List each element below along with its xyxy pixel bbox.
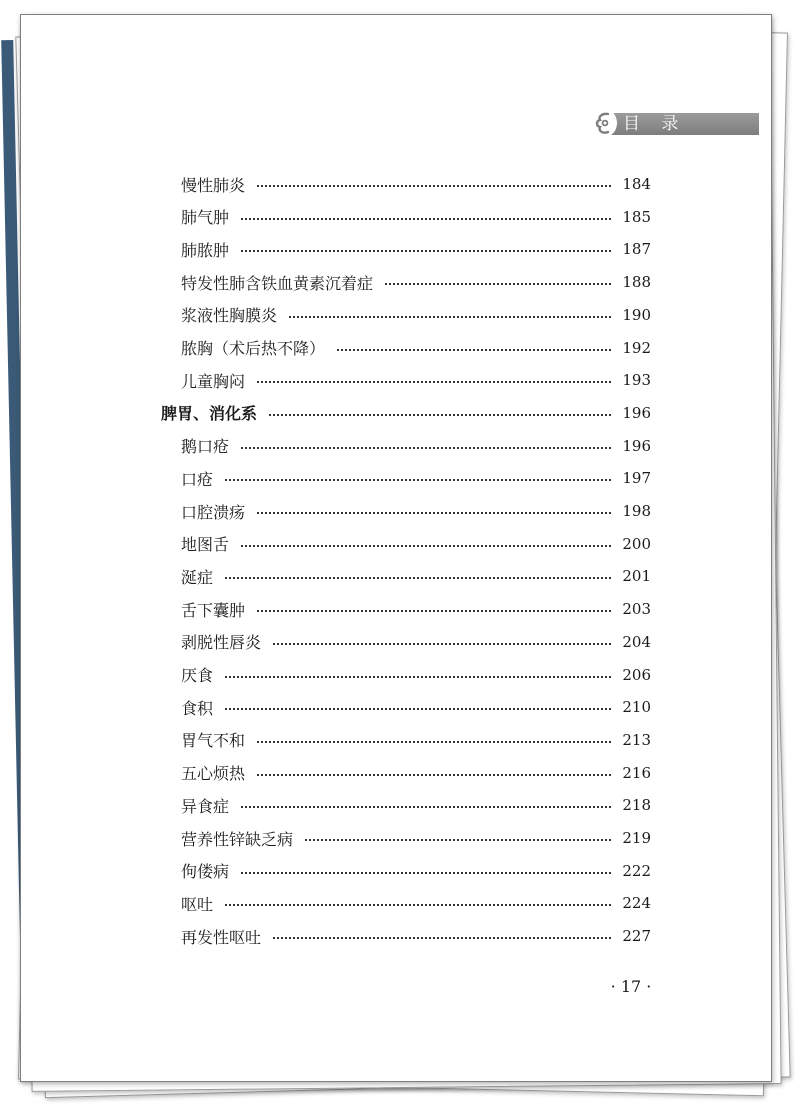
toc-entry[interactable] xyxy=(161,859,651,883)
toc-entry-title: 舌下囊肿 xyxy=(181,600,246,620)
toc-entry[interactable] xyxy=(161,663,651,687)
toc-entry[interactable] xyxy=(161,728,651,752)
toc-entry[interactable] xyxy=(161,761,651,785)
toc-entry-title: 涎症 xyxy=(181,567,214,587)
toc-entry[interactable] xyxy=(161,597,651,621)
toc-entry-title: 特发性肺含铁血黄素沉着症 xyxy=(181,273,374,293)
dot-leader xyxy=(225,708,611,710)
toc-entry-title: 五心烦热 xyxy=(181,764,246,784)
dot-leader xyxy=(257,610,611,612)
dot-leader xyxy=(225,676,611,678)
dot-leader xyxy=(241,250,611,252)
toc-entry[interactable] xyxy=(161,564,651,588)
toc-entry[interactable] xyxy=(161,434,651,458)
toc-entry-page: 224 xyxy=(622,894,651,913)
dot-leader xyxy=(241,218,611,220)
toc-entry-title: 鹅口疮 xyxy=(181,437,230,457)
toc-entry-title: 肺气肿 xyxy=(181,208,230,228)
toc-entry-page: 197 xyxy=(622,469,651,488)
toc-entry-page: 198 xyxy=(622,502,651,520)
dot-leader xyxy=(257,185,611,187)
dot-leader xyxy=(225,904,611,906)
toc-entry-title: 厌食 xyxy=(181,666,214,685)
toc-entry-title: 佝偻病 xyxy=(181,862,230,882)
toc-entry-page: 196 xyxy=(622,436,651,455)
toc-entry-page: 201 xyxy=(622,567,651,586)
dot-leader xyxy=(257,741,611,743)
toc-entry-title: 剥脱性唇炎 xyxy=(181,633,262,653)
dot-leader xyxy=(241,872,611,874)
toc-entry[interactable] xyxy=(161,336,651,360)
toc-entry-title: 浆液性胸膜炎 xyxy=(181,306,278,326)
toc-entry-page: 227 xyxy=(622,927,651,946)
toc-entry-title: 地图舌 xyxy=(181,535,230,555)
toc-entry-page: 188 xyxy=(622,273,651,292)
toc-entry[interactable] xyxy=(161,237,651,261)
toc-entry-page: 203 xyxy=(622,600,651,619)
toc-entry-title: 肺脓肿 xyxy=(181,240,230,260)
toc-entry[interactable] xyxy=(161,793,651,817)
toc-entry-title: 口腔溃疡 xyxy=(181,502,246,522)
dot-leader xyxy=(257,774,611,776)
toc-entry[interactable] xyxy=(161,270,651,294)
page-number: · 17 · xyxy=(610,977,652,996)
dot-leader xyxy=(337,349,611,351)
toc-entry-page: 192 xyxy=(622,338,651,357)
dot-leader xyxy=(269,414,611,416)
section-title: 目 录 xyxy=(623,114,687,134)
toc-entry[interactable] xyxy=(161,172,651,196)
dot-leader xyxy=(257,381,611,383)
toc-entry[interactable] xyxy=(161,205,651,229)
document-page xyxy=(20,14,772,1082)
dot-leader xyxy=(257,512,611,514)
toc-entry-title: 儿童胸闷 xyxy=(181,371,246,391)
toc-entry[interactable] xyxy=(161,924,651,948)
toc-entry-page: 204 xyxy=(622,632,651,651)
dot-leader xyxy=(241,545,611,547)
toc-entry-page: 206 xyxy=(622,665,651,684)
dot-leader xyxy=(385,283,611,285)
toc-entry-page: 213 xyxy=(622,730,651,749)
toc-entry-page: 185 xyxy=(622,207,651,226)
toc-entry-page: 216 xyxy=(622,763,651,782)
dot-leader xyxy=(225,479,611,481)
dot-leader xyxy=(289,316,611,318)
toc-entry-page: 218 xyxy=(622,796,651,815)
toc-entry[interactable] xyxy=(161,891,651,915)
dot-leader xyxy=(273,643,611,645)
toc-entry-page: 219 xyxy=(622,829,651,847)
toc-entry-title: 慢性肺炎 xyxy=(181,175,246,195)
toc-entry-title: 食积 xyxy=(181,698,214,718)
toc-entry-page: 210 xyxy=(622,698,651,717)
dot-leader xyxy=(273,937,611,939)
toc-entry[interactable] xyxy=(161,303,651,327)
toc-entry-page: 190 xyxy=(622,305,651,324)
toc-entry-page: 184 xyxy=(622,175,651,193)
dot-leader xyxy=(305,839,611,841)
toc-entry[interactable] xyxy=(161,695,651,719)
toc-entry-title: 异食症 xyxy=(181,796,230,816)
dot-leader xyxy=(241,447,611,449)
toc-entry-page: 187 xyxy=(622,240,651,259)
toc-section-heading[interactable] xyxy=(161,401,651,425)
toc-entry-page: 196 xyxy=(622,403,651,422)
toc-entry[interactable] xyxy=(161,630,651,654)
toc-entry-title: 脾胃、消化系 xyxy=(161,404,258,424)
cloud-ornament-icon xyxy=(593,109,617,137)
toc-entry-page: 193 xyxy=(622,371,651,390)
toc-entry-page: 222 xyxy=(622,861,651,880)
toc-entry-page: 200 xyxy=(622,534,651,553)
dot-leader xyxy=(225,577,611,579)
toc-entry[interactable] xyxy=(161,466,651,490)
toc-entry-title: 营养性锌缺乏病 xyxy=(181,829,294,849)
toc-entry-title: 脓胸（术后热不降） xyxy=(181,339,326,358)
toc-entry[interactable] xyxy=(161,368,651,392)
toc-entry-title: 再发性呕吐 xyxy=(181,927,262,947)
dot-leader xyxy=(241,806,611,808)
toc-entry-title: 口疮 xyxy=(181,469,214,489)
toc-entry-title: 呕吐 xyxy=(181,894,214,914)
toc-entry-title: 胃气不和 xyxy=(181,731,246,751)
toc-entry[interactable] xyxy=(161,826,651,850)
toc-entry[interactable] xyxy=(161,499,651,523)
toc-entry[interactable] xyxy=(161,532,651,556)
